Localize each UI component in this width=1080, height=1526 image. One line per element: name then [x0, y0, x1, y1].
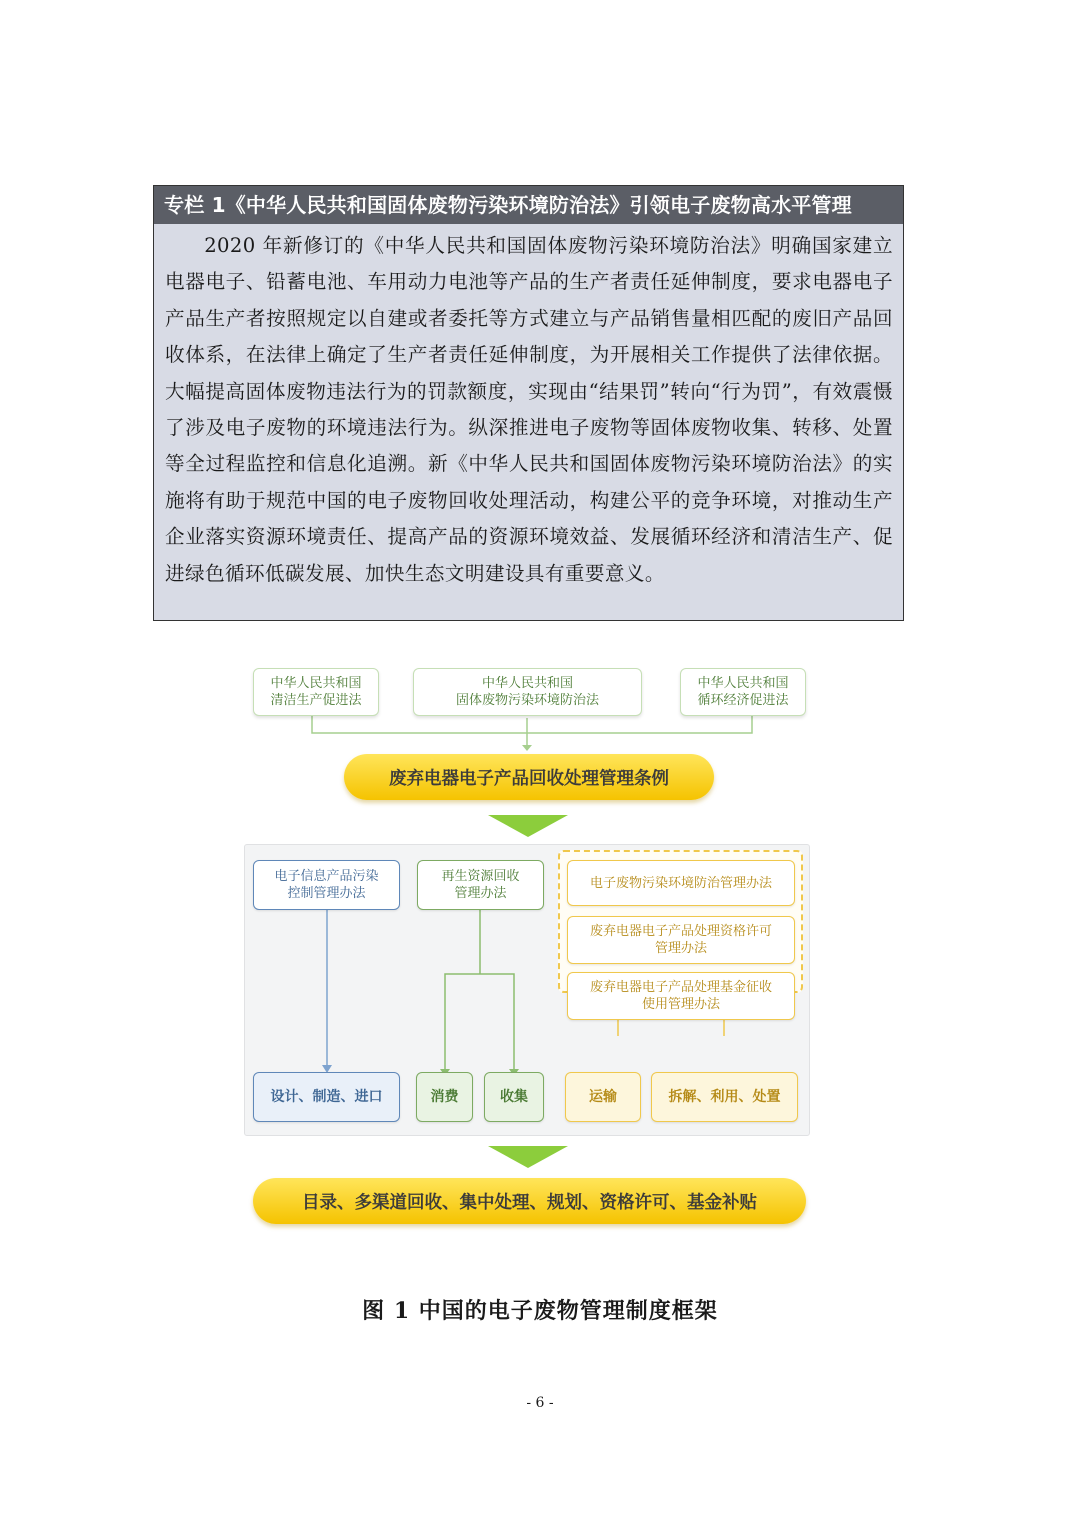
- measure-pollution-control: [253, 860, 400, 910]
- outcome-pill: 目录、多渠道回收、集中处理、规划、资格许可、基金补贴: [253, 1178, 806, 1224]
- measure-line1: 电子信息产品污染: [274, 869, 379, 884]
- law-solid-waste: [413, 668, 642, 716]
- measure-line1: 废弃电器电子产品处理资格许可: [589, 924, 772, 939]
- law-line2: 清洁生产促进法: [270, 693, 362, 708]
- law-line2: 循环经济促进法: [697, 693, 789, 708]
- down-arrow-icon: [488, 815, 568, 837]
- measure-qualification: [567, 916, 795, 964]
- law-line1: 中华人民共和国: [270, 676, 362, 691]
- figure-caption: 图 1 中国的电子废物管理制度框架: [362, 1298, 718, 1324]
- measure-line2: 管理办法: [654, 941, 707, 956]
- framework-diagram: [240, 660, 820, 1240]
- law-cleaner-production: [253, 668, 379, 716]
- regulation-pill: 废弃电器电子产品回收处理管理条例: [344, 754, 714, 800]
- stage-design: 设计、制造、进口: [253, 1072, 400, 1122]
- measure-ewaste-pollution: 电子废物污染环境防治管理办法: [567, 860, 795, 906]
- law-line2: 固体废物污染环境防治法: [455, 693, 599, 708]
- sidebar-box: [153, 185, 904, 621]
- law-line1: 中华人民共和国: [481, 676, 573, 691]
- measure-line2: 使用管理办法: [641, 997, 720, 1012]
- measure-line2: 控制管理办法: [287, 886, 366, 901]
- measure-line1: 再生资源回收: [441, 869, 520, 884]
- measure-line2: 管理办法: [454, 886, 507, 901]
- stage-consume: 消费: [416, 1072, 473, 1122]
- down-arrow-icon: [488, 1146, 568, 1168]
- measure-recycling: [417, 860, 544, 910]
- measure-fund: [567, 972, 795, 1020]
- sidebar-title: 专栏 1《中华人民共和国固体废物污染环境防治法》引领电子废物高水平管理: [154, 186, 903, 224]
- page-number: - 6 -: [526, 1395, 554, 1411]
- law-line1: 中华人民共和国: [697, 676, 789, 691]
- sidebar-body: 2020 年新修订的《中华人民共和国固体废物污染环境防治法》明确国家建立电器电子、铅蓄电池、车用动力电池等产品的生产者责任延伸制度，要求电器电子产品生产者按照规定以自建或者委托等方式建立与产品销售量相匹配的废旧产品回收体系，在法律上确定了生产者责任延伸制度，为开展相关工作提供了法律依据。大幅提高固体废物违法行为的罚款额度，实现由“结果罚”转向“行为罚”，有效震慑了涉及电子废物的环境违法行为。纵深推进电子废物等固体废物收集、转移、处置等全过程监控和信息化追溯。新《中华人民共和国固体废物污染环境防治法》的实施将有助于规范中国的电子废物回收处理活动，构建公平的竞争环境，对推动生产企业落实资源环境责任、提高产品的资源环境效益、发展循环经济和清洁生产、促进绿色循环低碳发展、加快生态文明建设具有重要意义。: [165, 234, 893, 585]
- stage-collect: 收集: [484, 1072, 544, 1122]
- measure-line1: 废弃电器电子产品处理基金征收: [589, 980, 772, 995]
- law-circular-economy: [680, 668, 806, 716]
- stage-dismantle: 拆解、利用、处置: [651, 1072, 798, 1122]
- stage-transport: 运输: [565, 1072, 641, 1122]
